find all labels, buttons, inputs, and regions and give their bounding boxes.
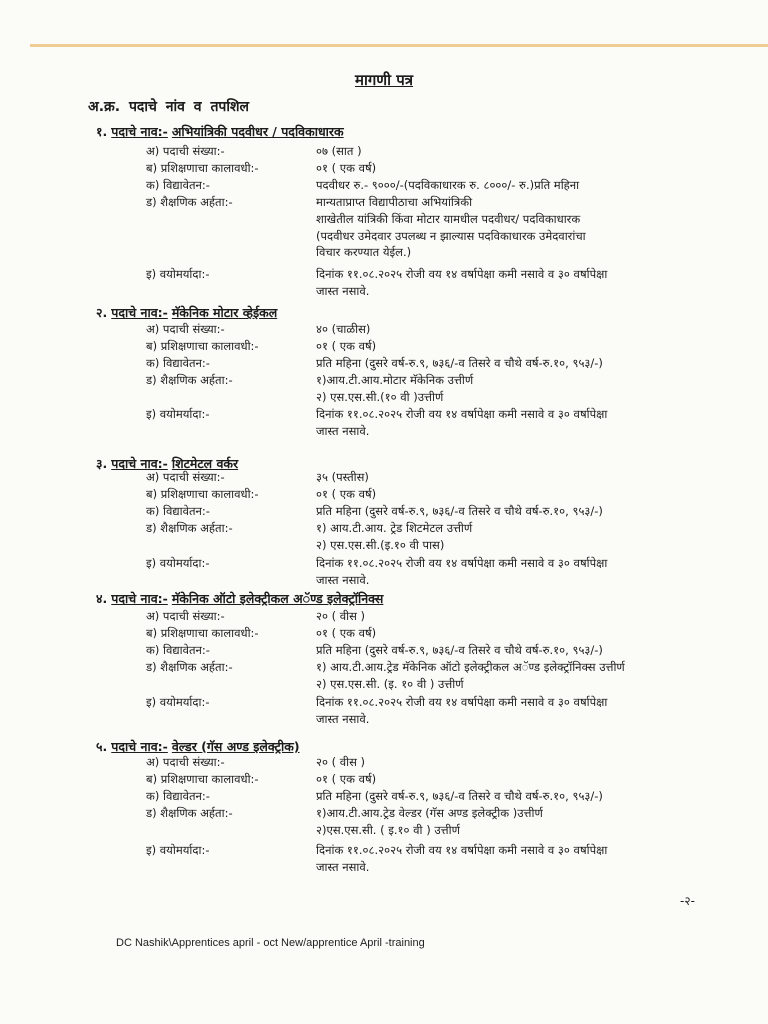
detail-value: ०१ ( एक वर्ष) [316,772,377,786]
detail-value: ३५ (पस्तीस) [316,470,369,484]
section-title [96,123,344,140]
detail-label: क) विद्यावेतन:- [146,504,210,518]
document-title [0,70,768,90]
detail-value: ०१ ( एक वर्ष) [316,339,377,353]
section-number: ५. [96,739,108,754]
section-title [96,304,277,321]
detail-label: इ) वयोमर्यादा:- [146,556,210,570]
detail-value: १)आय.टी.आय.मोटार मॅकेनिक उत्तीर्ण [316,373,474,387]
section-prefix: पदाचे नाव:- [111,305,168,320]
detail-value: दिनांक ११.०८.२०२५ रोजी वय १४ वर्षापेक्षा कमी नसावे व ३० वर्षापेक्षा [316,556,608,570]
detail-label: इ) वयोमर्यादा:- [146,407,210,421]
section-title-text: शिटमेटल वर्कर [171,456,239,471]
detail-value: जास्त नसावे. [316,712,370,726]
detail-value: १) आय.टी.आय.ट्रेड मॅकेनिक ऑटो इलेक्ट्रीकल अॅण्ड इलेक्ट्रॉनिक्स उत्तीर्ण [316,660,625,674]
detail-value: जास्त नसावे. [316,424,370,438]
column-heading: अ.क्र. पदाचे नांव व तपशिल [88,99,250,115]
detail-value: मान्यताप्राप्त विद्यापीठाचा अभियांत्रिकी [316,195,473,209]
detail-label: अ) पदाची संख्या:- [146,144,225,158]
detail-value: (पदवीधर उमेदवार उपलब्ध न झाल्यास पदविकाधारक उमेदवारांचा [316,229,586,243]
top-edge-line [30,44,768,47]
detail-value: ४० (चाळीस) [316,322,371,336]
page-number: -२- [680,894,695,908]
section-prefix: पदाचे नाव:- [111,124,168,139]
detail-value: प्रति महिना (दुसरे वर्ष-रु.९, ७३६/-व तिसरे व चौथे वर्ष-रु.१०, ९५३/-) [316,356,603,370]
detail-label: इ) वयोमर्यादा:- [146,267,210,281]
detail-label: ब) प्रशिक्षणाचा कालावधी:- [146,161,259,175]
detail-label: ड) शैक्षणिक अर्हता:- [146,195,233,209]
detail-value: २० ( वीस ) [316,609,366,623]
document-title-text: मागणी पत्र [354,71,414,89]
detail-value: जास्त नसावे. [316,860,370,874]
detail-label: ड) शैक्षणिक अर्हता:- [146,660,233,674]
section-prefix: पदाचे नाव:- [111,591,168,606]
detail-value: जास्त नसावे. [316,284,370,298]
detail-label: ड) शैक्षणिक अर्हता:- [146,521,233,535]
section-number: ४. [96,591,108,606]
section-title [96,590,383,607]
detail-label: ड) शैक्षणिक अर्हता:- [146,806,233,820]
detail-label: ड) शैक्षणिक अर्हता:- [146,373,233,387]
detail-label: अ) पदाची संख्या:- [146,470,225,484]
detail-value: दिनांक ११.०८.२०२५ रोजी वय १४ वर्षापेक्षा कमी नसावे व ३० वर्षापेक्षा [316,695,608,709]
section-number: ३. [96,456,108,471]
footer-path: DC Nashik\Apprentices april - oct New/apprentice April -training [116,937,425,949]
detail-value: ०१ ( एक वर्ष) [316,487,377,501]
detail-label: ब) प्रशिक्षणाचा कालावधी:- [146,772,259,786]
detail-value: २) एस.एस.सी. (इ. १० वी ) उत्तीर्ण [316,677,464,691]
detail-label: क) विद्यावेतन:- [146,178,210,192]
detail-label: इ) वयोमर्यादा:- [146,843,210,857]
detail-value: २० ( वीस ) [316,755,366,769]
detail-label: क) विद्यावेतन:- [146,643,210,657]
detail-value: १)आय.टी.आय.ट्रेड वेल्डर (गॅस अण्ड इलेक्ट्रीक )उत्तीर्ण [316,806,543,820]
detail-value: ०१ ( एक वर्ष) [316,626,377,640]
detail-value: २) एस.एस.सी.(इ.१० वी पास) [316,538,445,552]
detail-value: दिनांक ११.०८.२०२५ रोजी वय १४ वर्षापेक्षा कमी नसावे व ३० वर्षापेक्षा [316,843,608,857]
detail-label: ब) प्रशिक्षणाचा कालावधी:- [146,626,259,640]
detail-value: प्रति महिना (दुसरे वर्ष-रु.९, ७३६/-व तिसरे व चौथे वर्ष-रु.१०, ९५३/-) [316,643,603,657]
detail-value: ०७ (सात ) [316,144,362,158]
detail-value: पदवीधर रु.- ९०००/-(पदविकाधारक रु. ८०००/- रु.)प्रति महिना [316,178,580,192]
detail-label: क) विद्यावेतन:- [146,356,210,370]
detail-value: जास्त नसावे. [316,573,370,587]
detail-label: ब) प्रशिक्षणाचा कालावधी:- [146,487,259,501]
section-title-text: मॅकेनिक ऑटो इलेक्ट्रीकल अॅण्ड इलेक्ट्रॉनिक्स [171,591,384,606]
section-title-text: अभियांत्रिकी पदवीधर / पदविकाधारक [171,124,344,139]
detail-value: ०१ ( एक वर्ष) [316,161,377,175]
detail-value: विचार करण्यात येईल.) [316,245,412,259]
detail-label: ब) प्रशिक्षणाचा कालावधी:- [146,339,259,353]
section-number: २. [96,305,108,320]
detail-value: २) एस.एस.सी.(१० वी )उत्तीर्ण [316,390,444,404]
detail-value: प्रति महिना (दुसरे वर्ष-रु.९, ७३६/-व तिसरे व चौथे वर्ष-रु.१०, ९५३/-) [316,789,603,803]
detail-value: २)एस.एस.सी. ( इ.१० वी ) उत्तीर्ण [316,823,460,837]
section-title [96,738,300,755]
detail-label: इ) वयोमर्यादा:- [146,695,210,709]
detail-label: अ) पदाची संख्या:- [146,755,225,769]
section-number: १. [96,124,108,139]
section-title-text: मॅकेनिक मोटार व्हेईकल [171,305,278,320]
detail-value: १) आय.टी.आय. ट्रेड शिटमेटल उत्तीर्ण [316,521,473,535]
section-prefix: पदाचे नाव:- [111,456,168,471]
detail-value: दिनांक ११.०८.२०२५ रोजी वय १४ वर्षापेक्षा कमी नसावे व ३० वर्षापेक्षा [316,407,608,421]
detail-value: दिनांक ११.०८.२०२५ रोजी वय १४ वर्षापेक्षा कमी नसावे व ३० वर्षापेक्षा [316,267,608,281]
detail-label: अ) पदाची संख्या:- [146,322,225,336]
detail-label: अ) पदाची संख्या:- [146,609,225,623]
section-title-text: वेल्डर (गॅस अण्ड इलेक्ट्रीक) [171,739,300,754]
detail-value: शाखेतील यांत्रिकी किंवा मोटार यामधील पदवीधर/ पदविकाधारक [316,212,581,226]
detail-value: प्रति महिना (दुसरे वर्ष-रु.९, ७३६/-व तिसरे व चौथे वर्ष-रु.१०, ९५३/-) [316,504,603,518]
section-prefix: पदाचे नाव:- [111,739,168,754]
detail-label: क) विद्यावेतन:- [146,789,210,803]
